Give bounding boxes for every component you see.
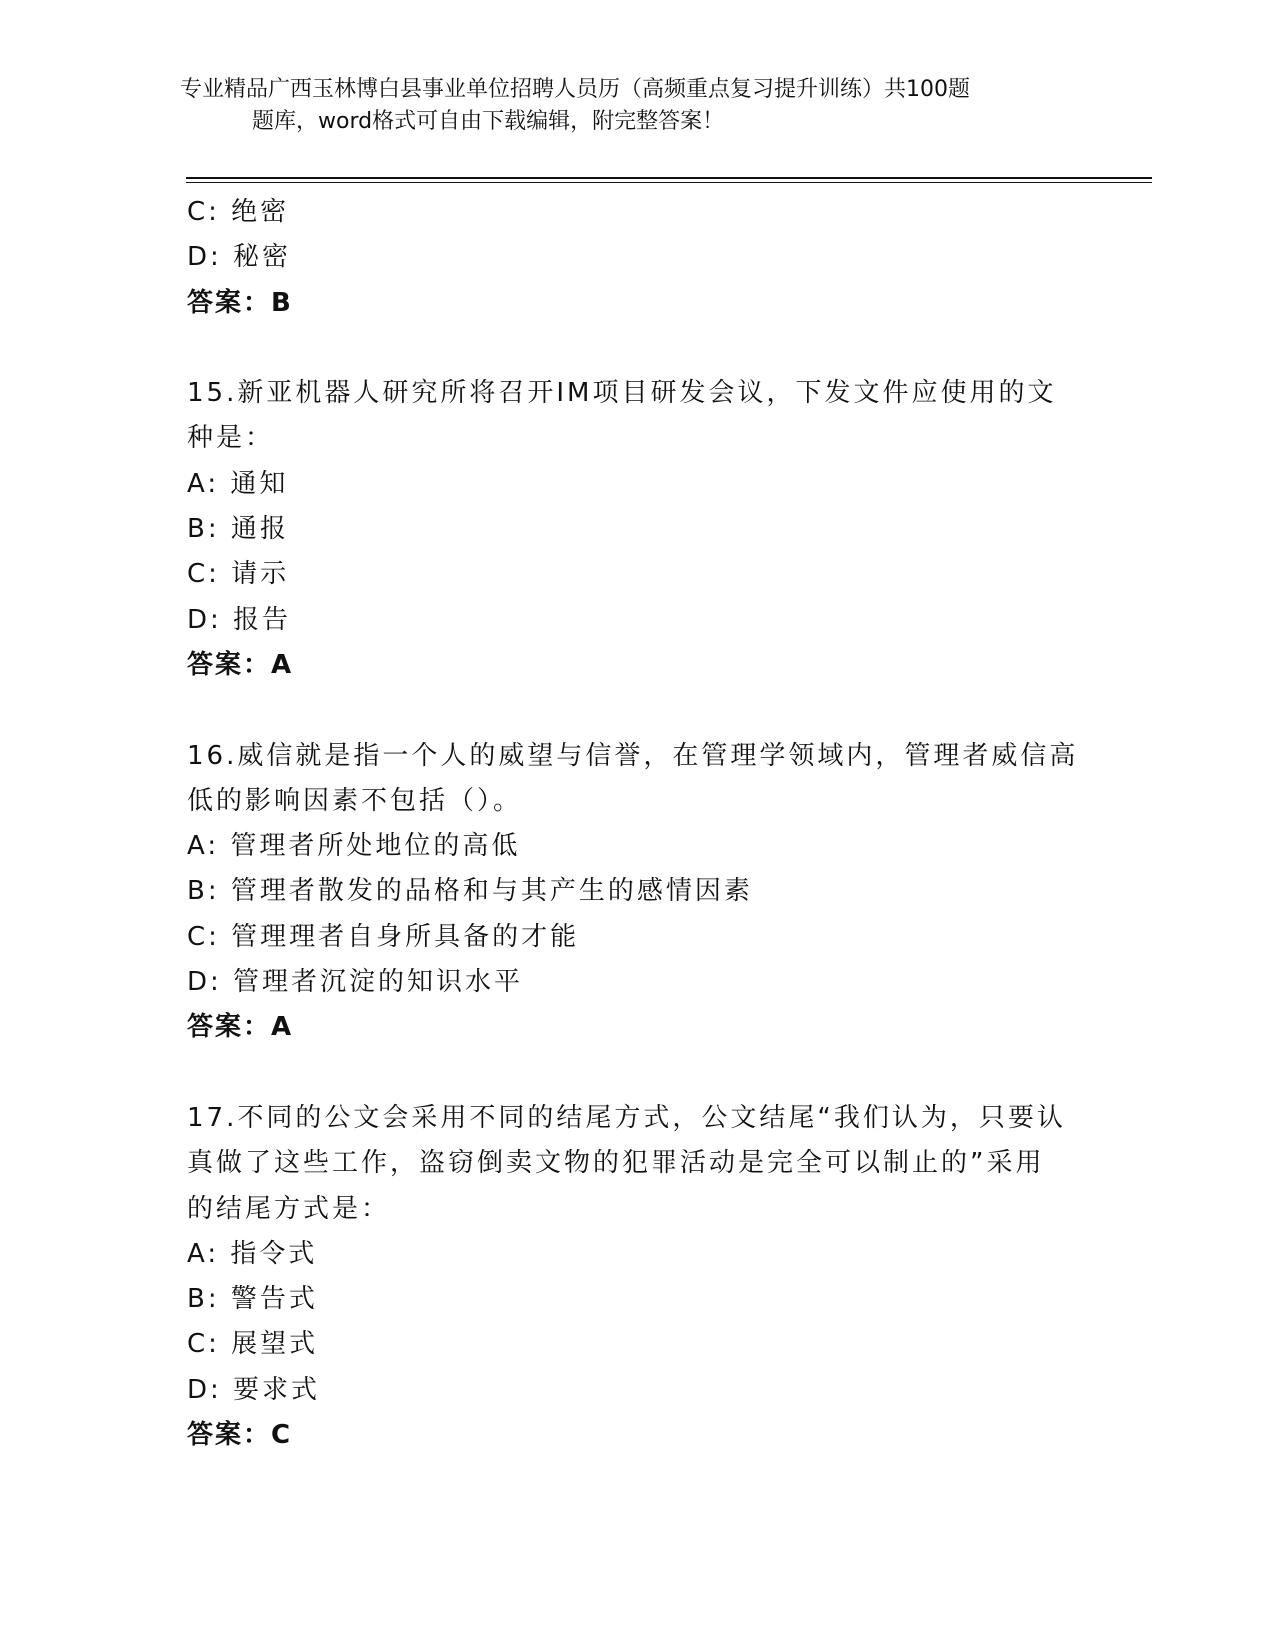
question-17 [187,1096,1087,1458]
header-line-2: 题库，word格式可自由下载编辑，附完整答案！ [252,109,725,134]
question-15 [187,371,1087,688]
option-c: C: 请示 [187,559,290,590]
header-rule-thick [186,177,1152,179]
option-c: C: 绝密 [187,197,290,227]
option-b: B: 通报 [187,514,289,545]
answer-line: 答案：C [187,1420,293,1451]
question-stem: 种是： [187,423,275,454]
answer-line: 答案：B [187,287,293,318]
question-stem: 15.新亚机器人研究所将召开IM项目研发会议，下发文件应使用的文 [187,378,1057,409]
document-header [150,74,1110,138]
question-content [187,190,1087,1458]
question-stem: 低的影响因素不包括（）。 [187,785,523,816]
option-d: D: 报告 [187,604,292,635]
question-stem: 的结尾方式是： [187,1193,391,1224]
option-b: B: 警告式 [187,1284,318,1315]
prev-question-tail [187,190,1087,326]
header-line-1: 专业精品广西玉林博白县事业单位招聘人员历（高频重点复习提升训练）共100题 [180,77,970,102]
option-c: C: 展望式 [187,1329,319,1360]
spacer [187,326,1087,371]
spacer [187,1051,1087,1096]
question-stem: 真做了这些工作，盗窃倒卖文物的犯罪活动是完全可以制止的”采用 [187,1148,1045,1179]
question-stem: 16.威信就是指一个人的威望与信誉，在管理学领域内，管理者威信高 [187,740,1079,771]
question-stem: 17.不同的公文会采用不同的结尾方式，公文结尾“我们认为，只要认 [187,1102,1066,1133]
answer-line: 答案：A [187,649,294,680]
question-16 [187,734,1087,1051]
option-a: A: 通知 [187,468,289,499]
option-a: A: 管理者所处地位的高低 [187,831,521,862]
option-d: D: 管理者沉淀的知识水平 [187,967,524,998]
option-a: A: 指令式 [187,1238,318,1269]
option-b: B: 管理者散发的品格和与其产生的感情因素 [187,876,753,907]
header-rule-thin [186,182,1152,183]
answer-line: 答案：A [187,1012,294,1043]
option-c: C: 管理理者自身所具备的才能 [187,921,580,952]
option-d: D: 秘密 [187,242,292,273]
option-d: D: 要求式 [187,1374,321,1405]
spacer [187,688,1087,733]
